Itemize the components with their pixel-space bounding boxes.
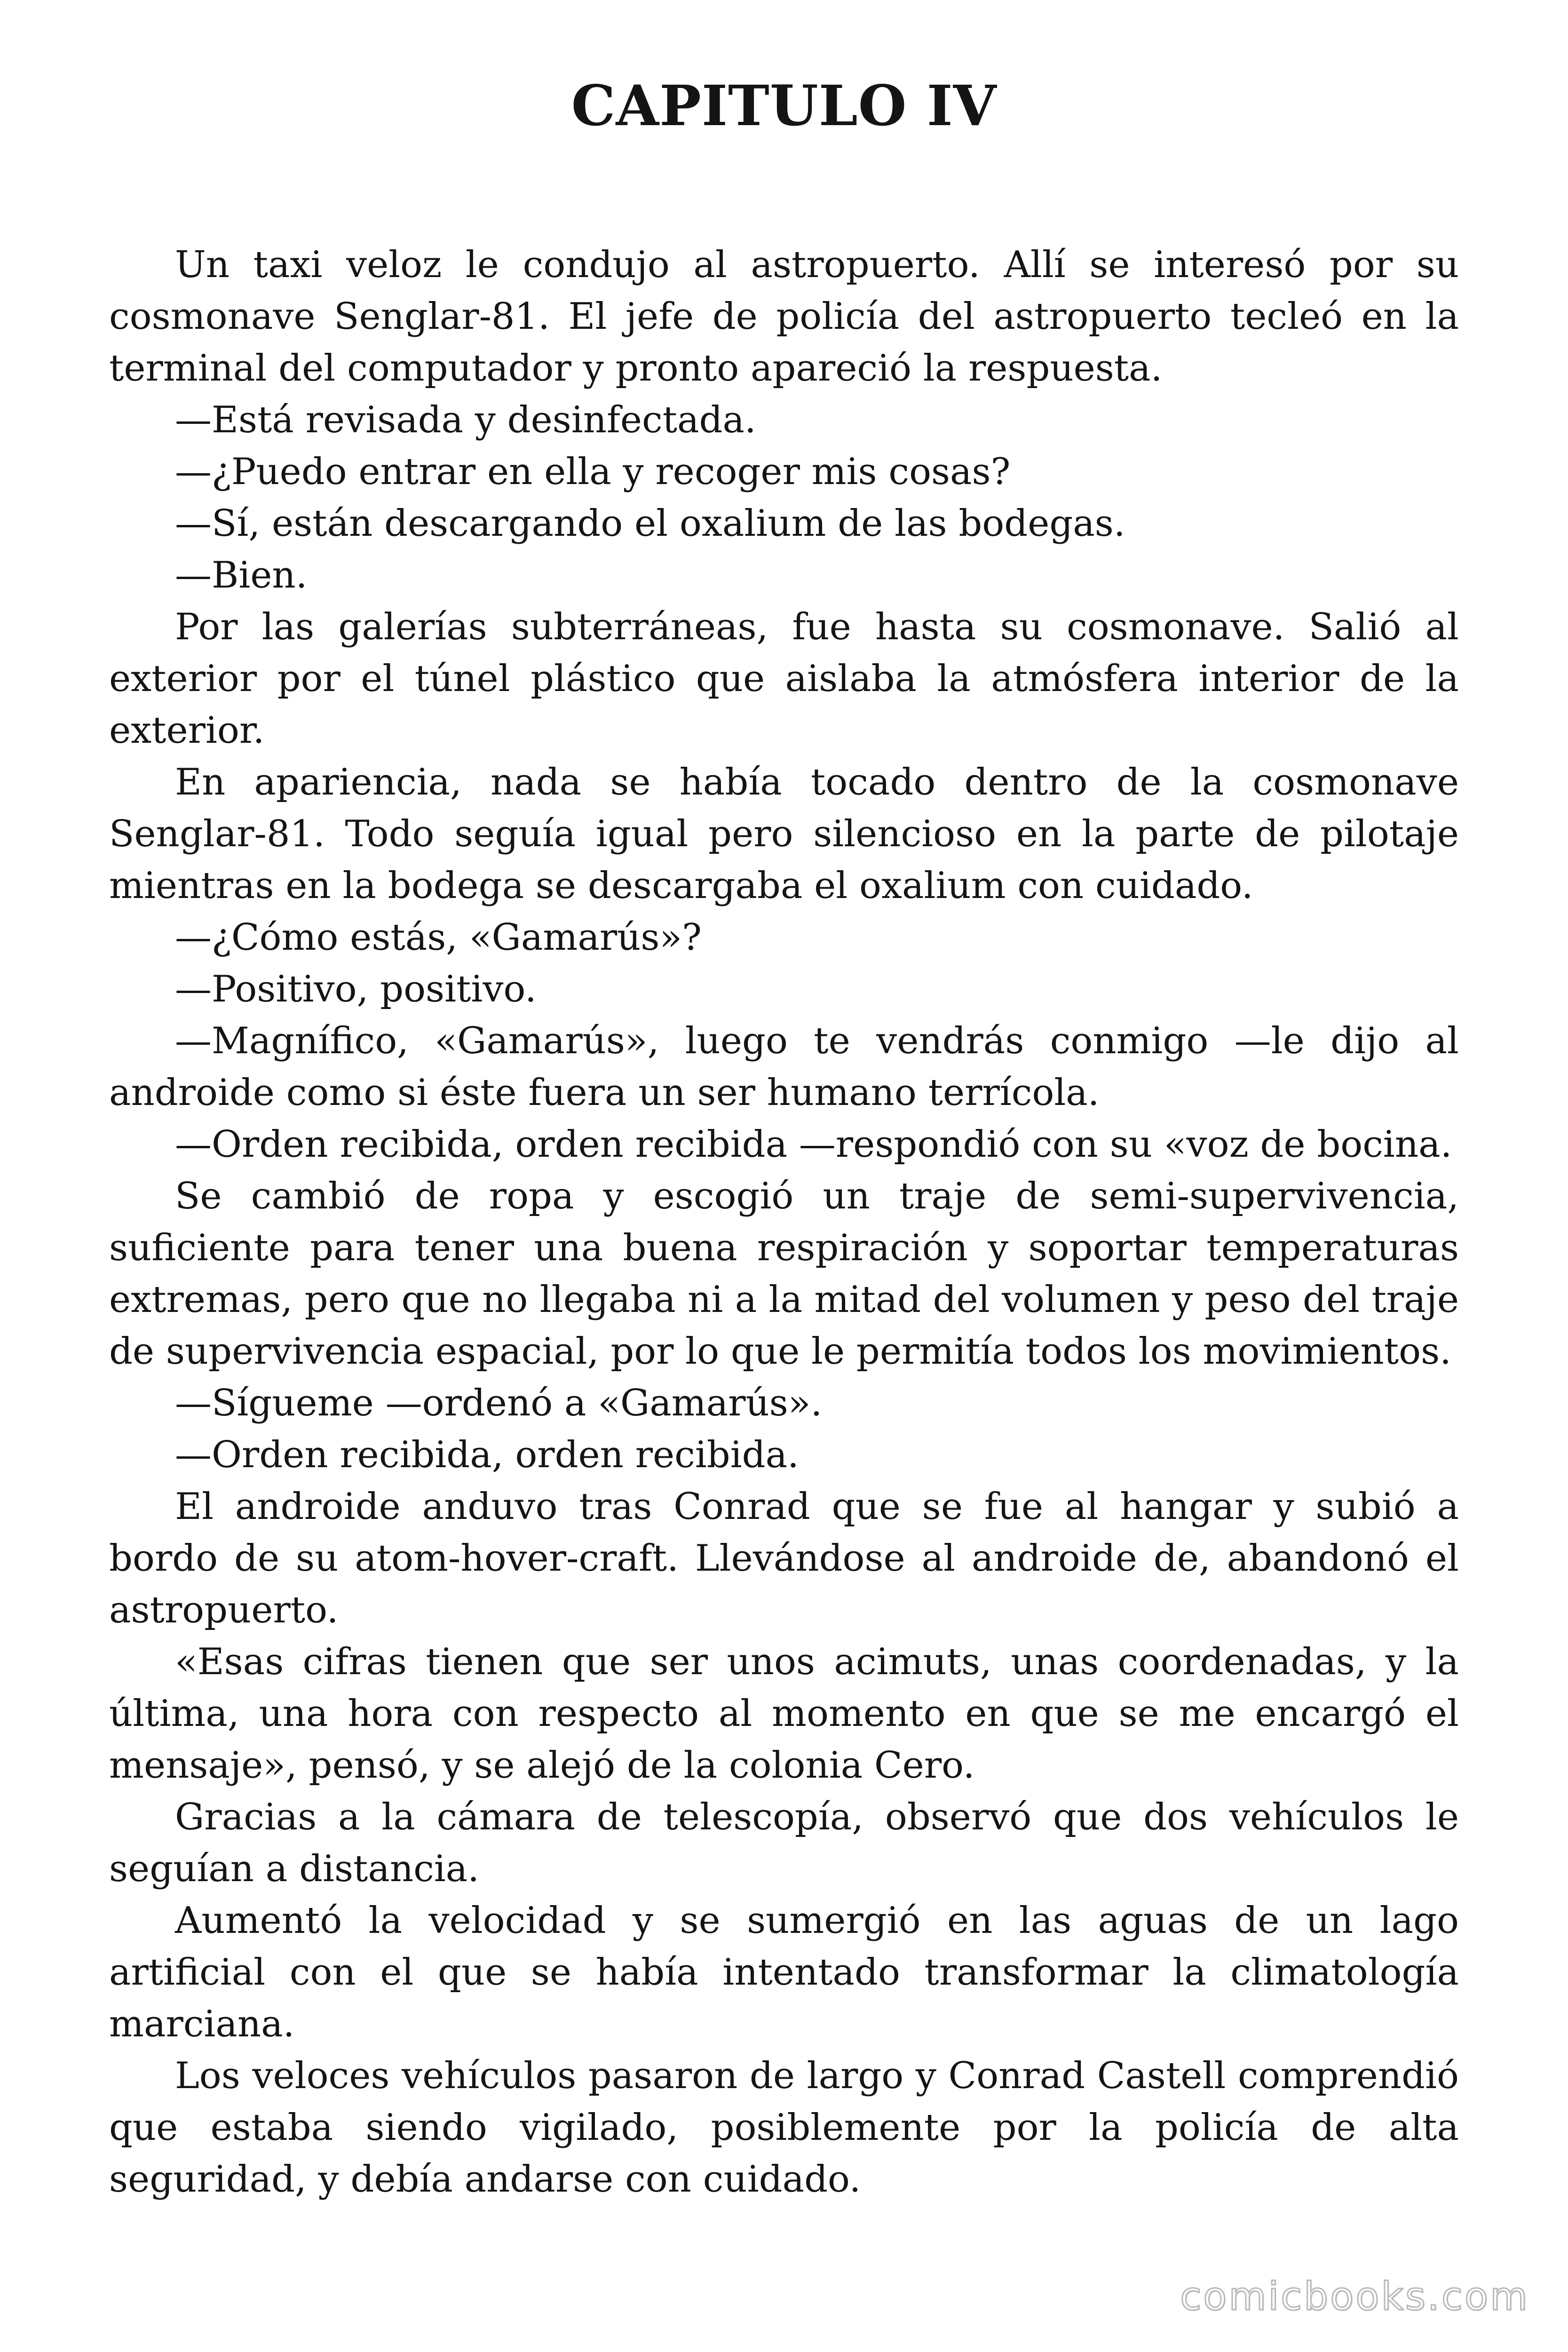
paragraph: —Sígueme —ordenó a «Gamarús». [175,1382,823,1424]
paragraph: Por las galerías subterráneas, fue hasta su cosmonave. Salió al exterior por el túnel plástico que aislaba la atmósfera interior de la exterior. [109,606,1459,752]
paragraph: —Orden recibida, orden recibida. [175,1434,799,1476]
paragraph: —Orden recibida, orden recibida —respondió con su «voz de bocina. [175,1123,1452,1166]
paragraph: Se cambió de ropa y escogió un traje de semi-supervivencia, suficiente para tener una buena respiración y soportar temperaturas extremas, pero que no llegaba ni a la mitad del volumen y peso del traje de supervivencia espacial, por lo que le permitía todos los movimientos. [109,1175,1459,1373]
paragraph: Aumentó la velocidad y se sumergió en las aguas de un lago artificial con el que se había intentado transformar la climatología marciana. [109,1899,1459,2045]
paragraph: Un taxi veloz le condujo al astropuerto. Allí se interesó por su cosmonave Senglar-81. El jefe de policía del astropuerto tecleó en la terminal del computador y pronto apareció la respuesta. [109,244,1459,389]
chapter-title: CAPITULO IV [571,73,997,138]
paragraph: —Magnífico, «Gamarús», luego te vendrás conmigo —le dijo al androide como si éste fuera un ser humano terrícola. [109,1020,1459,1114]
paragraph: —Está revisada y desinfectada. [175,399,756,441]
paragraph: «Esas cifras tienen que ser unos acimuts, unas coordenadas, y la última, una hora con respecto al momento en que se me encargó el mensaje», pensó, y se alejó de la colonia Cero. [109,1641,1459,1787]
paragraph: —Positivo, positivo. [175,968,537,1010]
paragraph: Los veloces vehículos pasaron de largo y Conrad Castell comprendió que estaba siendo vigilado, posiblemente por la policía de alta seguridad, y debía andarse con cuidado. [109,2055,1459,2201]
paragraph: El androide anduvo tras Conrad que se fue al hangar y subió a bordo de su atom-hover-craft. Llevándose al androide de, abandonó el astropuerto. [109,1486,1459,1631]
paragraph: —¿Cómo estás, «Gamarús»? [175,916,702,959]
chapter-body [109,239,1459,2205]
paragraph: —Sí, están descargando el oxalium de las bodegas. [175,502,1125,545]
paragraph: En apariencia, nada se había tocado dentro de la cosmonave Senglar-81. Todo seguía igual pero silencioso en la parte de pilotaje mientras en la bodega se descargaba el oxalium con cuidado. [109,761,1459,907]
paragraph: —Bien. [175,554,308,596]
watermark: comicbooks.com [1180,2274,1529,2319]
paragraph: —¿Puedo entrar en ella y recoger mis cosas? [175,451,1011,493]
paragraph: Gracias a la cámara de telescopía, observó que dos vehículos le seguían a distancia. [109,1796,1459,1890]
